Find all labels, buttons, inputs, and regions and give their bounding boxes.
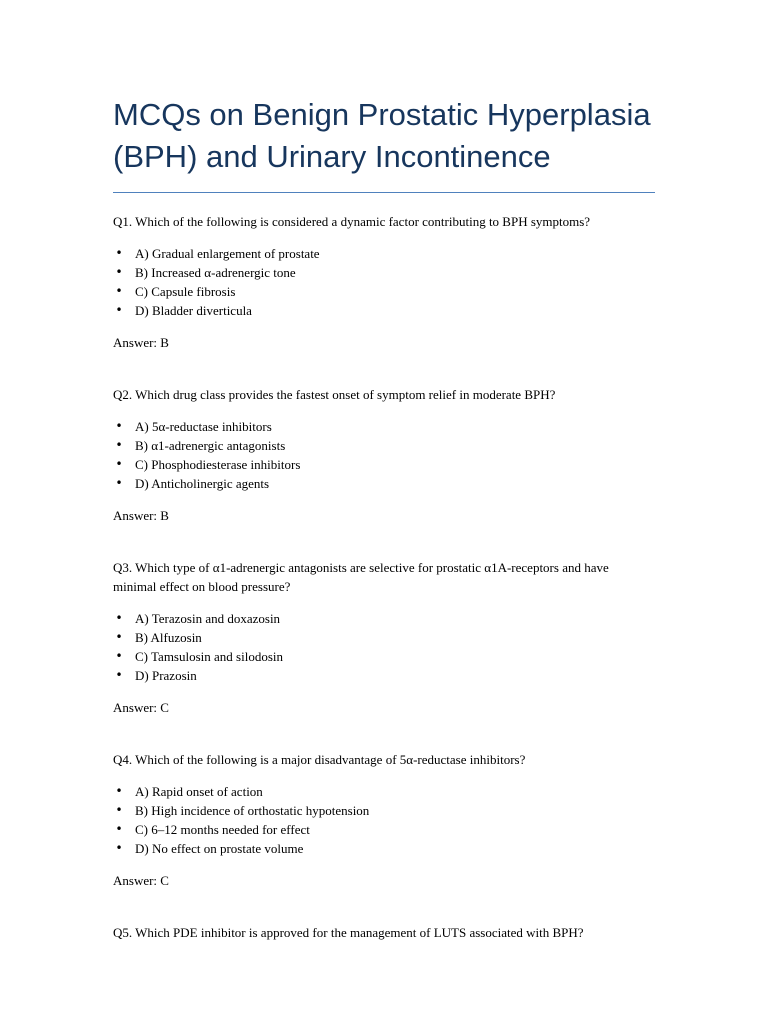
question-block-5 [113, 923, 655, 942]
option-label: A) Rapid onset of action [135, 784, 263, 799]
question-text: Q5. Which PDE inhibitor is approved for the management of LUTS associated with BPH? [113, 925, 584, 940]
list-item [113, 474, 655, 493]
option-label: C) 6–12 months needed for effect [135, 822, 310, 837]
option-label: D) Anticholinergic agents [135, 476, 270, 491]
question-block-2 [113, 385, 655, 525]
bullet-icon: • [115, 419, 123, 433]
question-text: Q2. Which drug class provides the fastest onset of symptom relief in moderate BPH? [113, 387, 556, 402]
bullet-icon: • [115, 265, 123, 279]
option-label: C) Capsule fibrosis [135, 284, 236, 299]
bullet-icon: • [115, 611, 123, 625]
question-text: Q4. Which of the following is a major disadvantage of 5α-reductase inhibitors? [113, 752, 526, 767]
bullet-icon: • [115, 457, 123, 471]
list-item [113, 282, 655, 301]
option-list [113, 609, 655, 685]
option-label: B) High incidence of orthostatic hypotension [135, 803, 370, 818]
document-title: MCQs on Benign Prostatic Hyperplasia (BPH) and Urinary Incontinence [113, 97, 651, 174]
list-item [113, 263, 655, 282]
option-label: A) 5α-reductase inhibitors [135, 419, 272, 434]
list-item [113, 820, 655, 839]
option-label: C) Phosphodiesterase inhibitors [135, 457, 301, 472]
list-item [113, 455, 655, 474]
document-page [113, 0, 655, 942]
option-label: D) No effect on prostate volume [135, 841, 304, 856]
bullet-icon: • [115, 822, 123, 836]
option-label: B) Increased α-adrenergic tone [135, 265, 296, 280]
title-divider [113, 192, 655, 193]
bullet-icon: • [115, 438, 123, 452]
bullet-icon: • [115, 668, 123, 682]
list-item [113, 782, 655, 801]
bullet-icon: • [115, 841, 123, 855]
question-text: Q3. Which type of α1-adrenergic antagonists are selective for prostatic α1A-receptors and have minimal effect on blood pressure? [113, 560, 609, 594]
answer-text: Answer: C [113, 873, 169, 888]
option-label: C) Tamsulosin and silodosin [135, 649, 283, 664]
question-block-3 [113, 558, 655, 717]
question-block-1 [113, 212, 655, 352]
question-list [113, 212, 655, 942]
answer-text: Answer: B [113, 335, 169, 350]
option-label: A) Terazosin and doxazosin [135, 611, 281, 626]
bullet-icon: • [115, 784, 123, 798]
answer-text: Answer: C [113, 700, 169, 715]
option-label: B) Alfuzosin [135, 630, 202, 645]
list-item [113, 609, 655, 628]
list-item [113, 647, 655, 666]
list-item [113, 436, 655, 455]
option-label: B) α1-adrenergic antagonists [135, 438, 286, 453]
list-item [113, 628, 655, 647]
list-item [113, 839, 655, 858]
list-item [113, 801, 655, 820]
question-block-4 [113, 750, 655, 890]
bullet-icon: • [115, 303, 123, 317]
answer-text: Answer: B [113, 508, 169, 523]
option-label: D) Bladder diverticula [135, 303, 252, 318]
bullet-icon: • [115, 476, 123, 490]
list-item [113, 244, 655, 263]
list-item [113, 666, 655, 685]
option-label: A) Gradual enlargement of prostate [135, 246, 320, 261]
list-item [113, 417, 655, 436]
question-text: Q1. Which of the following is considered a dynamic factor contributing to BPH symptoms? [113, 214, 591, 229]
option-list [113, 782, 655, 858]
bullet-icon: • [115, 649, 123, 663]
bullet-icon: • [115, 246, 123, 260]
option-label: D) Prazosin [135, 668, 197, 683]
option-list [113, 244, 655, 320]
bullet-icon: • [115, 803, 123, 817]
bullet-icon: • [115, 630, 123, 644]
list-item [113, 301, 655, 320]
option-list [113, 417, 655, 493]
bullet-icon: • [115, 284, 123, 298]
